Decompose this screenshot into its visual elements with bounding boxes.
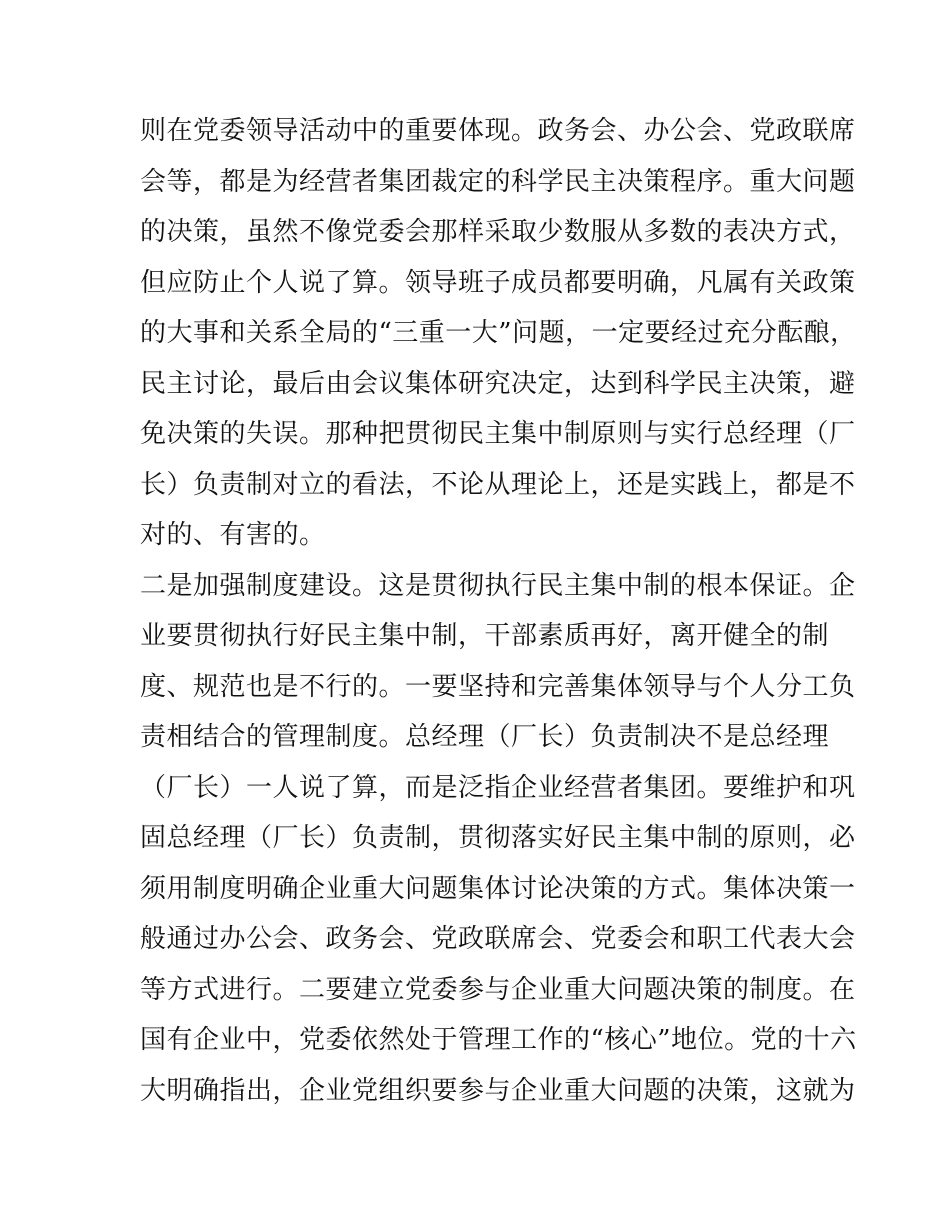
- text-line: 长）负责制对立的看法，不论从理论上，还是实践上，都是不: [140, 469, 856, 500]
- text-line: 等方式进行。二要建立党委参与企业重大问题决策的制度。在: [140, 974, 856, 1005]
- text-line: 固总经理（厂长）负责制，贯彻落实好民主集中制的原则，必: [140, 823, 856, 853]
- text-line: 度、规范也是不行的。一要坚持和完善集体领导与个人分工负: [140, 671, 856, 702]
- text-line: 大明确指出，企业党组织要参与企业重大问题的决策，这就为: [140, 1075, 856, 1106]
- text-line: 须用制度明确企业重大问题集体讨论决策的方式。集体决策一: [140, 873, 856, 904]
- text-line: （厂长）一人说了算，而是泛指企业经营者集团。要维护和巩: [140, 772, 856, 803]
- text-line: 免决策的失误。那种把贯彻民主集中制原则与实行总经理（厂: [140, 419, 856, 449]
- body-text: [140, 106, 857, 1116]
- text-line: 二是加强制度建设。这是贯彻执行民主集中制的根本保证。企: [140, 570, 856, 601]
- text-line: 责相结合的管理制度。总经理（厂长）负责制决不是总经理: [140, 722, 830, 752]
- text-line: 则在党委领导活动中的重要体现。政务会、办公会、党政联席: [140, 116, 856, 146]
- text-line: 国有企业中，党委依然处于管理工作的“核心”地位。党的十六: [140, 1025, 857, 1055]
- text-line: 的决策，虽然不像党委会那样采取少数服从多数的表决方式，: [140, 217, 856, 247]
- text-line: 般通过办公会、政务会、党政联席会、党委会和职工代表大会: [140, 924, 856, 954]
- text-line: 的大事和关系全局的“三重一大”问题，一定要经过充分酝酿，: [140, 318, 857, 348]
- text-line: 但应防止个人说了算。领导班子成员都要明确，凡属有关政策: [140, 267, 856, 298]
- text-line: 业要贯彻执行好民主集中制，干部素质再好，离开健全的制: [140, 621, 830, 651]
- text-line: 民主讨论，最后由会议集体研究决定，达到科学民主决策，避: [140, 368, 856, 399]
- text-line: 对的、有害的。: [140, 520, 326, 550]
- text-line: 会等，都是为经营者集团裁定的科学民主决策程序。重大问题: [140, 166, 856, 197]
